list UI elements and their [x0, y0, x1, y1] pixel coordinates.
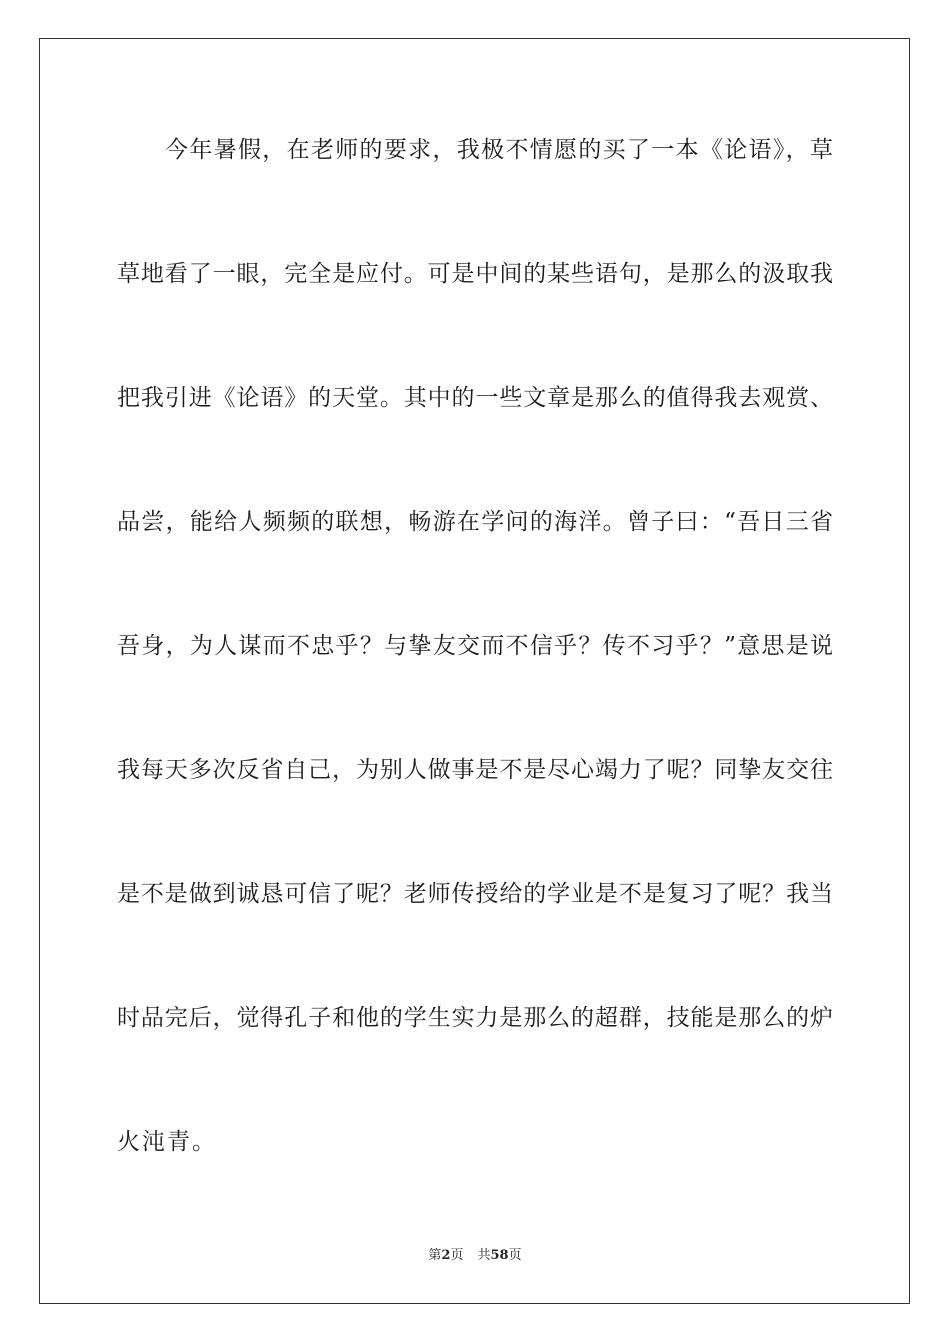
total-pages: 58 — [490, 1248, 509, 1263]
page-border — [39, 38, 910, 1304]
text-line-5: 吾身，为人谋而不忠乎？与挚友交而不信乎？传不习乎？”意思是说 — [117, 633, 833, 659]
page-number: 2 — [441, 1248, 451, 1263]
text-line-6: 我每天多次反省自己，为别人做事是不是尽心竭力了呢？同挚友交往 — [117, 757, 833, 783]
page-prefix: 第 — [428, 1248, 442, 1263]
text-line-7: 是不是做到诚恳可信了呢？老师传授给的学业是不是复习了呢？我当 — [117, 881, 833, 907]
total-suffix: 页 — [508, 1248, 522, 1263]
page-suffix: 页 — [450, 1248, 464, 1263]
text-line-8: 时品完后，觉得孔子和他的学生实力是那么的超群，技能是那么的炉 — [117, 1005, 833, 1031]
text-line-3: 把我引进《论语》的天堂。其中的一些文章是那么的值得我去观赏、 — [117, 385, 833, 411]
text-line-9: 火沌青。 — [117, 1129, 217, 1155]
text-line-4: 品尝，能给人频频的联想，畅游在学问的海洋。曾子曰：“吾日三省 — [117, 509, 833, 535]
text-line-2: 草地看了一眼，完全是应付。可是中间的某些语句，是那么的汲取我 — [117, 261, 833, 287]
total-prefix: 共 — [477, 1248, 491, 1263]
text-line-1: 今年暑假，在老师的要求，我极不情愿的买了一本《论语》，草 — [165, 137, 833, 163]
page-footer — [0, 1247, 950, 1265]
